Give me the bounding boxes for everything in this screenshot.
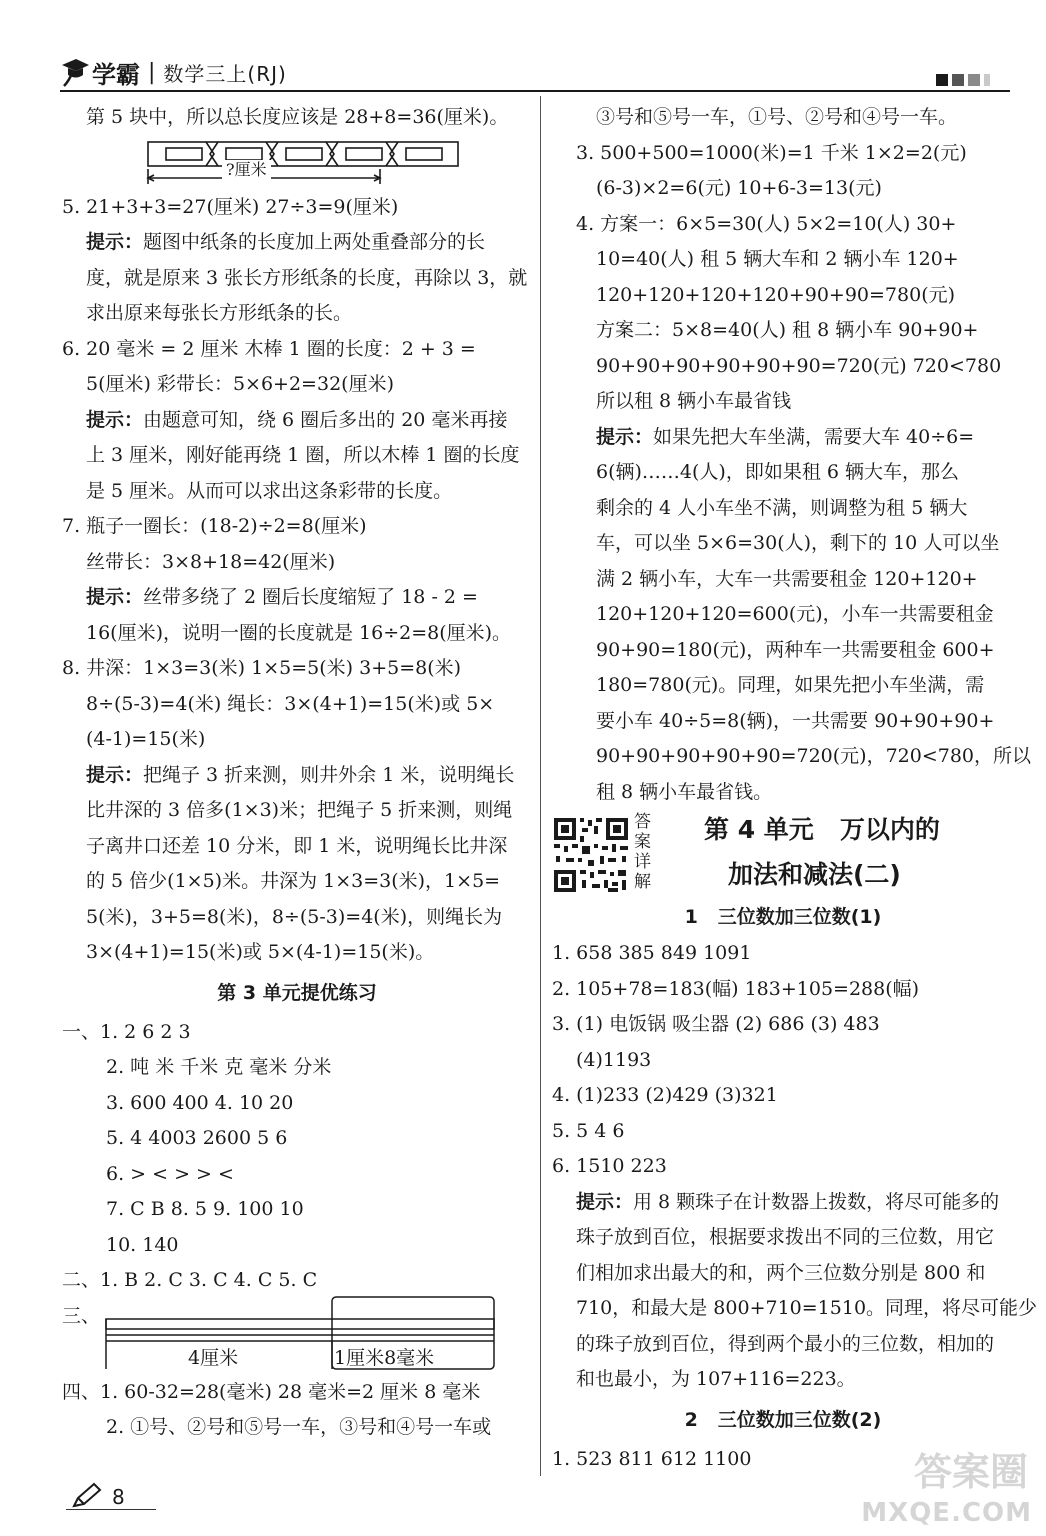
hint-text: 上 3 厘米，刚好能再绕 1 圈，所以木棒 1 圈的长度 xyxy=(86,444,520,466)
hint-text: 租 8 辆小车最省钱。 xyxy=(596,780,773,803)
hint-label: 提示： xyxy=(86,586,144,608)
answer-line: 3. 500+500=1000(米)=1 千米 1×2=2(元) xyxy=(576,141,967,164)
answer-line: 6. > < > > < xyxy=(106,1162,234,1185)
answer-line: 4. (1)233 (2)429 (3)321 xyxy=(552,1084,778,1106)
hint-text: 6(辆)……4(人)，即如果租 6 辆大车，那么 xyxy=(596,461,959,483)
hint-text: 求出原来每张长方形纸条的长。 xyxy=(86,302,353,324)
hint-text: 的 5 倍少(1×5)米。井深为 1×3=3(米)，1×5= xyxy=(86,870,501,892)
answer-line: 所以租 8 辆小车最省钱 xyxy=(596,390,792,412)
text-line: 5(厘米) 彩带长：5×6+2=32(厘米) xyxy=(86,373,394,395)
answer-line: (6-3)×2=6(元) 10+6-3=13(元) xyxy=(596,177,882,199)
strips-diagram xyxy=(144,136,474,190)
square-2 xyxy=(952,74,964,86)
answer-line: 5. 5 4 6 xyxy=(552,1119,625,1142)
hint-text: 车，可以坐 5×6=30(人)，剩下的 10 人可以坐 xyxy=(596,532,1000,554)
column-divider xyxy=(540,96,541,1476)
text-line: 5. 21+3+3=27(厘米) 27÷3=9(厘米) xyxy=(62,195,399,218)
bar-label-4cm: 4厘米 xyxy=(188,1346,239,1369)
answer-line: 2. 吨 米 千米 克 毫米 分米 xyxy=(106,1056,332,1078)
answer-line: 3. (1) 电饭锅 吸尘器 (2) 686 (3) 483 xyxy=(552,1013,880,1035)
hint-text: 3×(4+1)=15(米)或 5×(4-1)=15(米)。 xyxy=(86,941,435,963)
watermark-logo: 答案圈 xyxy=(913,1450,1028,1494)
qr-caption: 答案详解 xyxy=(634,812,651,892)
answer-line: 10. 140 xyxy=(106,1233,179,1256)
answer-line: 7. C B 8. 5 9. 100 10 xyxy=(106,1198,304,1220)
text-line: 8÷(5-3)=4(米) 绳长：3×(4+1)=15(米)或 5× xyxy=(86,692,495,715)
hint-text: 90+90=180(元)，两种车一共需要租金 600+ xyxy=(596,638,995,661)
header-separator: | xyxy=(148,59,156,85)
text-line: 8. 井深：1×3=3(米) 1×5=5(米) 3+5=8(米) xyxy=(62,657,462,679)
page-number: 8 xyxy=(112,1485,125,1509)
answer-line: 方案二：5×8=40(人) 租 8 辆小车 90+90+ xyxy=(596,319,979,341)
bar-figure xyxy=(62,1299,532,1375)
section-title: 1 三位数加三位数(1) xyxy=(684,906,882,928)
strips-length-label: ?厘米 xyxy=(222,160,271,180)
section-title: 第 3 单元提优练习 xyxy=(217,981,377,1004)
answer-line: ③号和⑤号一车，①号、②号和④号一车。 xyxy=(596,106,958,128)
right-column-lower xyxy=(552,898,1038,1477)
unit-title-line2: 加法和减法(二) xyxy=(728,860,901,889)
hint-text: 如果先把大车坐满，需要大车 40÷6= xyxy=(653,425,975,448)
hint-text: 剩余的 4 人小车坐不满，则调整为租 5 辆大 xyxy=(596,496,968,519)
text-line: 丝带长：3×8+18=42(厘米) xyxy=(86,550,336,573)
answer-line: 一、1. 2 6 2 3 xyxy=(62,1020,191,1043)
footer-rule xyxy=(66,1509,156,1510)
answer-line: 120+120+120+120+90+90=780(元) xyxy=(596,283,956,306)
answer-line: 3. 600 400 4. 10 20 xyxy=(106,1091,294,1114)
section-title: 2 三位数加三位数(2) xyxy=(684,1408,882,1431)
square-4 xyxy=(984,74,990,86)
hint-text: 们相加求出最大的和，两个三位数分别是 800 和 xyxy=(576,1261,986,1284)
answer-line: 2. ①号、②号和⑤号一车，③号和④号一车或 xyxy=(106,1416,492,1438)
pencil-icon xyxy=(70,1482,106,1510)
answer-line: 二、1. B 2. C 3. C 4. C 5. C xyxy=(62,1269,318,1291)
unit-title-line1: 第 4 单元 万以内的 xyxy=(704,815,940,844)
hint-text: 子离井口还差 10 分米，即 1 米，说明绳长比井深 xyxy=(86,834,508,857)
hint-text: 比井深的 3 倍多(1×3)米；把绳子 5 折来测，则绳 xyxy=(86,799,513,821)
hint-text: 把绳子 3 折来测，则井外余 1 米，说明绳长 xyxy=(143,763,515,786)
answer-line: 1. 523 811 612 1100 xyxy=(552,1447,752,1470)
text-line: 6. 20 毫米 = 2 厘米 木棒 1 圈的长度：2 + 3 = xyxy=(62,337,476,360)
hint-text: 180=780(元)。同理，如果先把小车坐满，需 xyxy=(596,674,985,696)
answer-line: 2. 105+78=183(幅) 183+105=288(幅) xyxy=(552,977,920,1000)
graduation-cap-icon xyxy=(60,55,90,89)
watermark-text: MXQE.COM xyxy=(861,1498,1032,1528)
hint-text: 用 8 颗珠子在计数器上拨数，将尽可能多的 xyxy=(633,1190,1000,1213)
square-1 xyxy=(936,74,948,86)
hint-label: 提示： xyxy=(86,231,144,253)
hint-text: 5(米)，3+5=8(米)，8÷(5-3)=4(米)，则绳长为 xyxy=(86,905,503,928)
text-line: 第 5 块中，所以总长度应该是 28+8=36(厘米)。 xyxy=(86,106,509,128)
answer-line: (4)1193 xyxy=(576,1048,652,1071)
bar-label-1cm8mm: 1厘米8毫米 xyxy=(334,1346,435,1369)
hint-text: 由题意可知，绕 6 圈后多出的 20 毫米再接 xyxy=(143,408,508,431)
square-3 xyxy=(968,74,980,86)
hint-text: 丝带多绕了 2 圈后长度缩短了 18 - 2 = xyxy=(143,586,478,608)
bar-diagram xyxy=(102,1295,502,1371)
answer-line: 1. 658 385 849 1091 xyxy=(552,942,752,964)
hint-label: 提示： xyxy=(86,763,144,786)
hint-text: 710，和最大是 800+710=1510。同理，将尽可能少 xyxy=(576,1297,1038,1319)
right-column xyxy=(552,100,1032,810)
hint-text: 120+120+120=600(元)，小车一共需要租金 xyxy=(596,603,994,625)
qr-code-icon[interactable] xyxy=(552,816,630,894)
book-title: 数学三上(RJ) xyxy=(163,61,287,86)
answer-line: 4. 方案一：6×5=30(人) 5×2=10(人) 30+ xyxy=(576,212,957,235)
answer-line: 90+90+90+90+90+90=720(元) 720<780 xyxy=(596,354,1002,377)
hint-text: 珠子放到百位，根据要求拨出不同的三位数，用它 xyxy=(576,1226,995,1248)
left-column xyxy=(62,100,532,1446)
hint-text: 90+90+90+90+90=720(元)，720<780，所以 xyxy=(596,745,1032,767)
hint-text: 16(厘米)，说明一圈的长度就是 16÷2=8(厘米)。 xyxy=(86,621,512,644)
hint-label: 提示： xyxy=(576,1190,634,1213)
strips-figure xyxy=(62,136,532,190)
brand xyxy=(60,52,287,92)
hint-label: 提示： xyxy=(86,408,144,431)
logo-text: 学霸 xyxy=(92,60,140,89)
text-line: 7. 瓶子一圈长：(18-2)÷2=8(厘米) xyxy=(62,515,367,537)
hint-label: 提示： xyxy=(596,425,654,448)
hint-text: 和也最小，为 107+116=223。 xyxy=(576,1368,856,1390)
header-rule xyxy=(60,90,1010,92)
hint-text: 要小车 40÷5=8(辆)，一共需要 90+90+90+ xyxy=(596,709,995,732)
hint-text: 题图中纸条的长度加上两处重叠部分的长 xyxy=(143,231,486,253)
answer-line: 四、1. 60-32=28(毫米) 28 毫米=2 厘米 8 毫米 xyxy=(62,1380,481,1403)
header-squares xyxy=(936,74,990,86)
hint-text: 的珠子放到百位，得到两个最小的三位数，相加的 xyxy=(576,1332,995,1355)
answer-line: 10=40(人) 租 5 辆大车和 2 辆小车 120+ xyxy=(596,248,959,270)
answer-line: 6. 1510 223 xyxy=(552,1155,667,1177)
hint-text: 度，就是原来 3 张长方形纸条的长度，再除以 3，就 xyxy=(86,266,528,289)
hint-text: 是 5 厘米。从而可以求出这条彩带的长度。 xyxy=(86,479,453,502)
hint-text: 满 2 辆小车，大车一共需要租金 120+120+ xyxy=(596,567,978,590)
part-three-label: 三、 xyxy=(62,1304,101,1327)
page-header xyxy=(60,52,1010,92)
text-line: (4-1)=15(米) xyxy=(86,728,206,750)
answer-line: 5. 4 4003 2600 5 6 xyxy=(106,1127,288,1149)
